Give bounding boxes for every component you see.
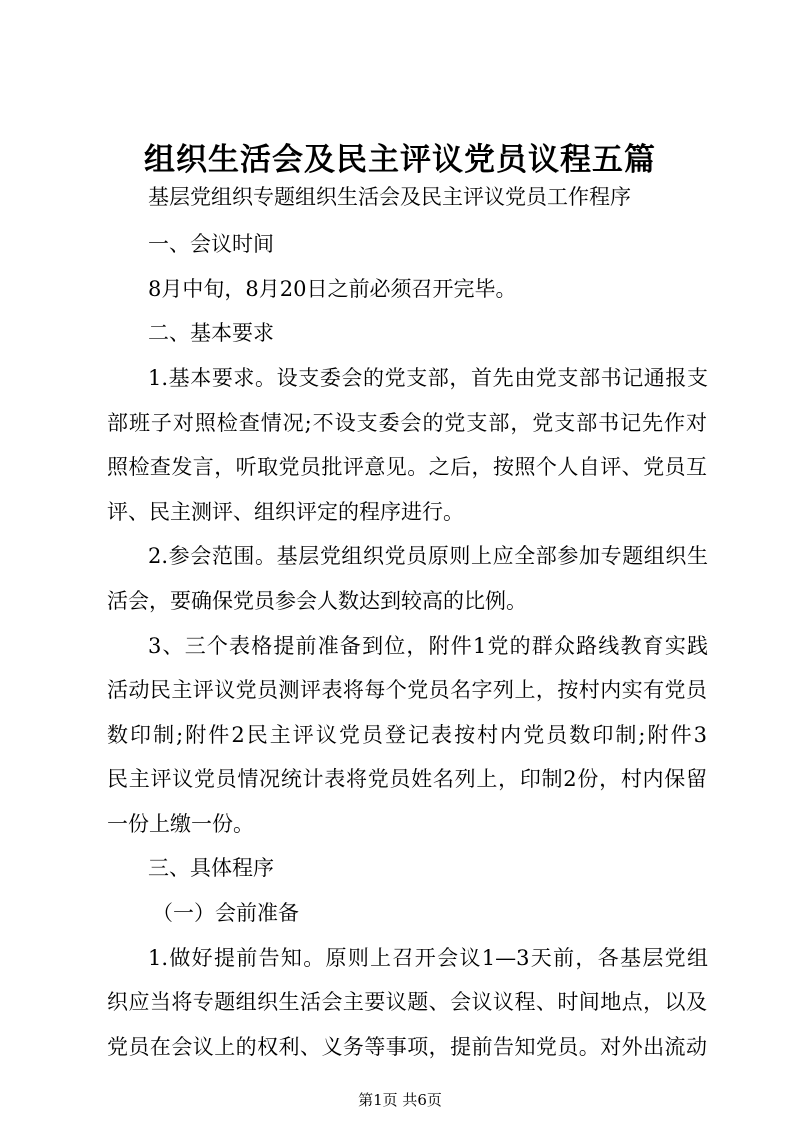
section-heading-basic-requirements: 二、基本要求 bbox=[148, 321, 274, 345]
paragraph-line: 1.基本要求。设支委会的党支部，首先由党支部书记通报支 bbox=[148, 366, 708, 390]
page-number-footer: 第1页 共6页 bbox=[358, 1091, 442, 1109]
paragraph-line: 活动民主评议党员测评表将每个党员名字列上，按村内实有党员 bbox=[107, 678, 707, 702]
paragraph-line: 织应当将专题组织生活会主要议题、会议议程、时间地点，以及 bbox=[107, 990, 707, 1014]
paragraph-line: 2.参会范围。基层党组织党员原则上应全部参加专题组织生 bbox=[148, 544, 708, 568]
paragraph-line: 活会，要确保党员参会人数达到较高的比例。 bbox=[107, 589, 527, 613]
subsection-heading-preparation: （一）会前准备 bbox=[152, 901, 299, 925]
paragraph-line: 1.做好提前告知。原则上召开会议1—3天前，各基层党组 bbox=[148, 946, 708, 970]
paragraph-line: 一份上缴一份。 bbox=[107, 812, 254, 836]
subtitle: 基层党组织专题组织生活会及民主评议党员工作程序 bbox=[148, 185, 631, 209]
paragraph-line: 党员在会议上的权利、义务等事项，提前告知党员。对外出流动 bbox=[107, 1035, 707, 1059]
meeting-time-text: 8月中旬，8月20日之前必须召开完毕。 bbox=[148, 277, 517, 301]
paragraph-line: 民主评议党员情况统计表将党员姓名列上，印制2份，村内保留 bbox=[107, 767, 707, 791]
section-heading-procedure: 三、具体程序 bbox=[148, 856, 274, 880]
paragraph-line: 部班子对照检查情况;不设支委会的党支部，党支部书记先作对 bbox=[107, 411, 707, 435]
paragraph-line: 评、民主测评、组织评定的程序进行。 bbox=[107, 500, 464, 524]
paragraph-line: 照检查发言，听取党员批评意见。之后，按照个人自评、党员互 bbox=[107, 455, 707, 479]
document-title: 组织生活会及民主评议党员议程五篇 bbox=[144, 142, 656, 178]
paragraph-line: 3、三个表格提前准备到位，附件1党的群众路线教育实践 bbox=[148, 634, 708, 658]
paragraph-line: 数印制;附件2民主评议党员登记表按村内党员数印制;附件3 bbox=[107, 723, 707, 747]
section-heading-meeting-time: 一、会议时间 bbox=[148, 232, 274, 256]
